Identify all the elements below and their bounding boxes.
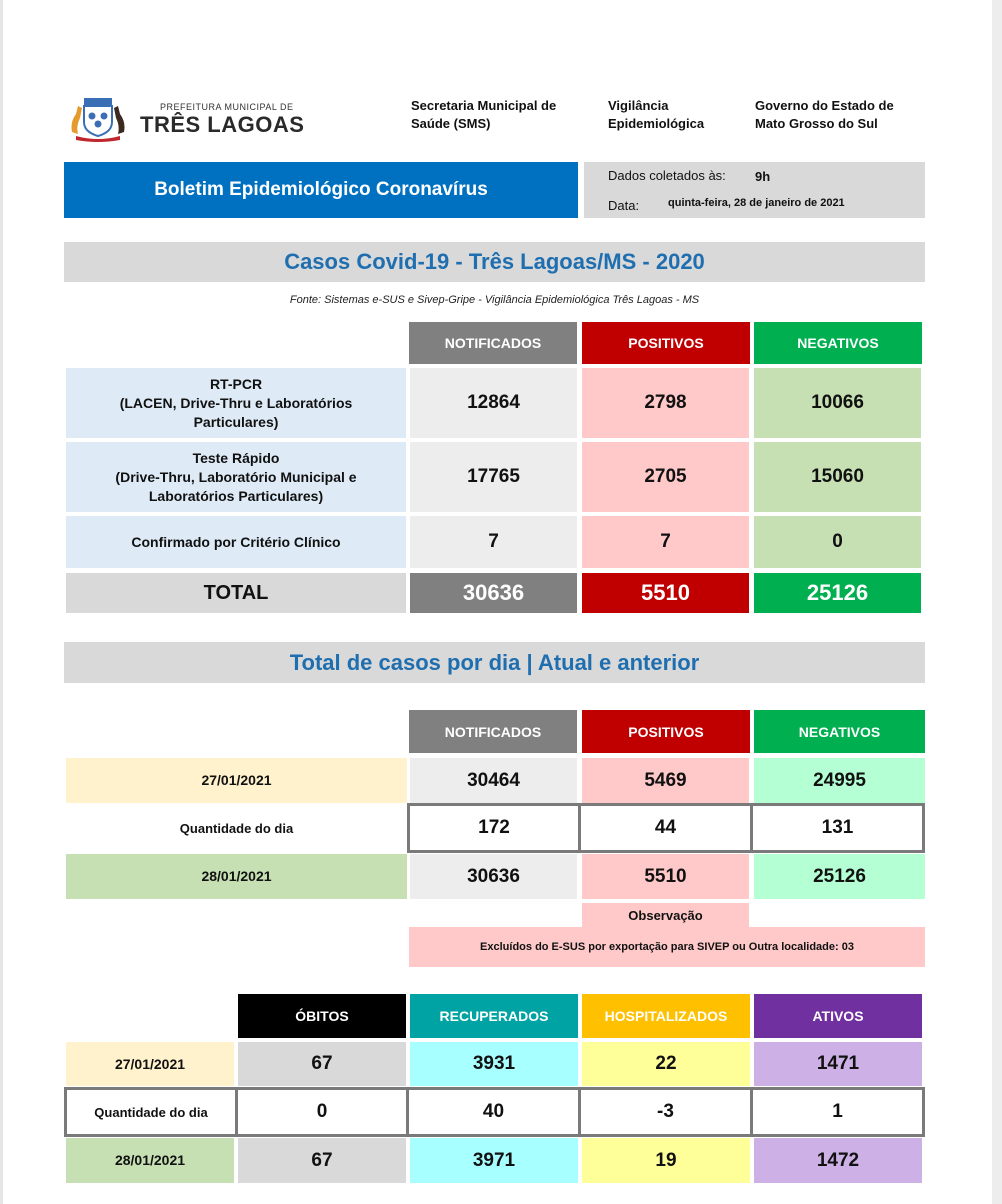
- rtpcr-line1: RT-PCR: [209, 375, 263, 392]
- total-negativos: 25126: [754, 573, 921, 613]
- total-positivos: 5510: [582, 573, 749, 613]
- header-vigilancia: Vigilância Epidemiológica: [608, 98, 705, 131]
- daily-title-text: Total de casos por dia | Atual e anterior: [289, 649, 700, 675]
- daily-curr-date: 28/01/2021: [66, 854, 407, 899]
- status-day-label: Quantidade do dia: [64, 1087, 238, 1137]
- total-notificados: 30636: [410, 573, 577, 613]
- status-prev-hospitalizados: 22: [582, 1042, 750, 1086]
- cases-col-positivos: POSITIVOS: [582, 322, 750, 364]
- rapido-notificados: 17765: [410, 442, 577, 512]
- left-edge: [0, 0, 3, 1204]
- rtpcr-negativos: 10066: [754, 368, 921, 438]
- municipal-logo: [66, 92, 316, 142]
- status-col-ativos: ATIVOS: [754, 994, 922, 1038]
- header-secretaria: Secretaria Municipal de Saúde (SMS): [411, 98, 557, 131]
- daily-prev-negativos: 24995: [754, 758, 925, 803]
- observation-label: Observação: [582, 903, 749, 927]
- daily-curr-negativos: 25126: [754, 854, 925, 899]
- daily-day-notificados: 172: [407, 803, 581, 853]
- clinico-notificados: 7: [410, 516, 577, 568]
- cases-col-negativos: NEGATIVOS: [754, 322, 922, 364]
- rapido-line2: (Drive-Thru, Laboratório Municipal e: [115, 468, 357, 485]
- daily-curr-positivos: 5510: [582, 854, 749, 899]
- rtpcr-line2: (LACEN, Drive-Thru e Laboratórios: [119, 394, 353, 411]
- rapido-line3: Laboratórios Particulares): [148, 487, 324, 504]
- status-day-obitos: 0: [235, 1087, 409, 1137]
- logo-caption-small: PREFEITURA MUNICIPAL DE: [160, 102, 294, 112]
- date-label: Data:: [608, 198, 640, 213]
- cases-source: Fonte: Sistemas e-SUS e Sivep-Gripe - Vigilância Epidemiológica Três Lagoas - MS: [289, 294, 700, 306]
- bulletin-meta: [584, 162, 925, 218]
- status-col-hospitalizados: HOSPITALIZADOS: [582, 994, 750, 1038]
- date-value: quinta-feira, 28 de janeiro de 2021: [668, 197, 845, 209]
- status-prev-ativos: 1471: [754, 1042, 922, 1086]
- clinico-negativos: 0: [754, 516, 921, 568]
- status-curr-recuperados: 3971: [410, 1138, 578, 1183]
- cases-col-notificados: NOTIFICADOS: [409, 322, 577, 364]
- status-col-recuperados: RECUPERADOS: [410, 994, 578, 1038]
- status-prev-recuperados: 3931: [410, 1042, 578, 1086]
- status-prev-obitos: 67: [238, 1042, 406, 1086]
- bulletin-title: [64, 162, 578, 218]
- daily-col-positivos: POSITIVOS: [582, 710, 750, 753]
- status-day-hospitalizados: -3: [578, 1087, 753, 1137]
- clinico-positivos: 7: [582, 516, 749, 568]
- status-day-recuperados: 40: [406, 1087, 581, 1137]
- status-curr-date: 28/01/2021: [66, 1138, 234, 1183]
- cases-title: [64, 242, 925, 282]
- collected-label: Dados coletados às:: [608, 168, 726, 183]
- status-col-obitos: ÓBITOS: [238, 994, 406, 1038]
- rapido-negativos: 15060: [754, 442, 921, 512]
- cases-title-text: Casos Covid-19 - Três Lagoas/MS - 2020: [284, 249, 705, 274]
- status-curr-ativos: 1472: [754, 1138, 922, 1183]
- rapido-positivos: 2705: [582, 442, 749, 512]
- daily-curr-notificados: 30636: [410, 854, 577, 899]
- cases-row-rtpcr-label: [66, 368, 406, 438]
- status-prev-date: 27/01/2021: [66, 1042, 234, 1086]
- coat-of-arms-icon: [66, 92, 130, 142]
- daily-day-negativos: 131: [750, 803, 925, 853]
- daily-prev-positivos: 5469: [582, 758, 749, 803]
- observation-text: Excluídos do E-SUS por exportação para SIVEP ou Outra localidade: 03: [409, 927, 925, 967]
- daily-prev-notificados: 30464: [410, 758, 577, 803]
- status-day-ativos: 1: [750, 1087, 925, 1137]
- right-edge: [992, 0, 1002, 1204]
- daily-col-notificados: NOTIFICADOS: [409, 710, 577, 753]
- rtpcr-notificados: 12864: [410, 368, 577, 438]
- collected-value: 9h: [755, 169, 771, 184]
- header-governo: Governo do Estado de Mato Grosso do Sul: [755, 98, 894, 131]
- bulletin-title-text: Boletim Epidemiológico Coronavírus: [154, 179, 488, 200]
- daily-day-label: Quantidade do dia: [179, 820, 294, 836]
- status-curr-obitos: 67: [238, 1138, 406, 1183]
- daily-col-negativos: NEGATIVOS: [754, 710, 925, 753]
- logo-caption-big: TRÊS LAGOAS: [140, 112, 305, 137]
- daily-prev-date: 27/01/2021: [66, 758, 407, 803]
- daily-title: [64, 642, 925, 683]
- cases-total-label: TOTAL: [66, 573, 406, 613]
- rtpcr-line3: Particulares): [193, 413, 279, 430]
- cases-row-clinico-label: Confirmado por Critério Clínico: [66, 516, 406, 568]
- rapido-line1: Teste Rápido: [192, 449, 280, 466]
- daily-day-positivos: 44: [578, 803, 753, 853]
- status-curr-hospitalizados: 19: [582, 1138, 750, 1183]
- cases-row-rapido-label: [66, 442, 406, 512]
- rtpcr-positivos: 2798: [582, 368, 749, 438]
